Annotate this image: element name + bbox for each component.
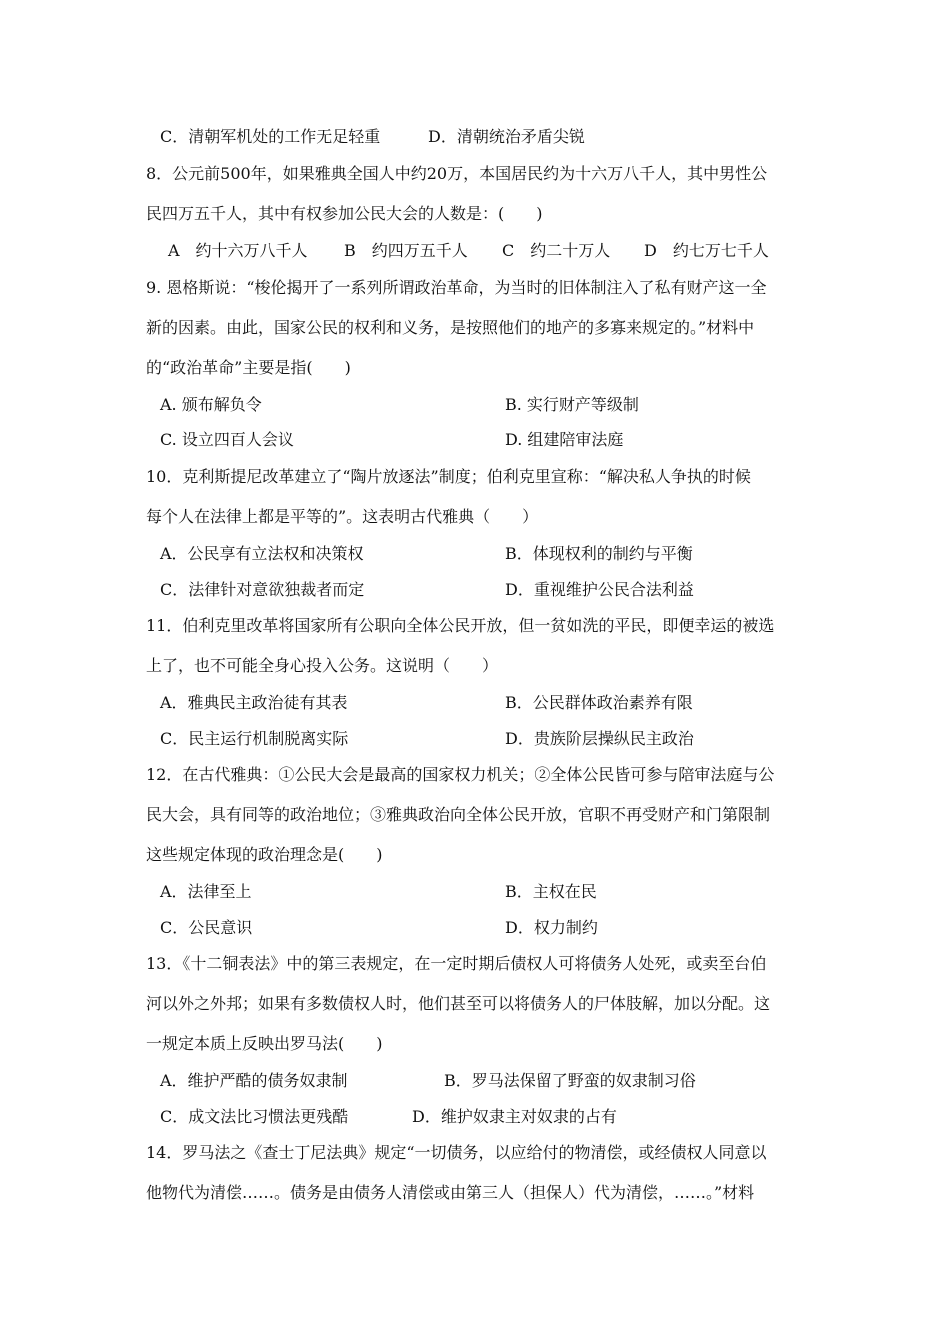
q11-stem-line-1: 11．伯利克里改革将国家所有公职向全体公民开放，但一贫如洗的平民，即便幸运的被选 (146, 616, 775, 635)
q12-option-a: A．法律至上 (160, 882, 252, 901)
q9-stem-line-2: 新的因素。由此，国家公民的权利和义务，是按照他们的地产的多寡来规定的。”材料中 (146, 318, 755, 337)
q8-stem-line-1: 8．公元前500年，如果雅典全国人中约20万，本国居民约为十六万八千人，其中男性公 (146, 164, 768, 183)
q11-stem-line-2: 上了，也不可能全身心投入公务。这说明（ ） (146, 656, 499, 675)
q12-option-c: C．公民意识 (160, 918, 253, 937)
q14-stem-line-1: 14．罗马法之《查士丁尼法典》规定“一切债务，以应给付的物清偿，或经债权人同意以 (146, 1143, 767, 1162)
q9-option-a: A. 颁布解负令 (160, 395, 262, 414)
q10-stem-line-2: 每个人在法律上都是平等的”。这表明古代雅典（ ） (146, 507, 539, 526)
q8-stem-line-2: 民四万五千人，其中有权参加公民大会的人数是：( ) (146, 204, 543, 223)
q14-stem-line-2: 他物代为清偿……。债务是由债务人清偿或由第三人（担保人）代为清偿，……。”材料 (146, 1183, 755, 1202)
q8-option-c: C 约二十万人 (502, 241, 611, 260)
q13-option-c: C．成文法比习惯法更残酷 (160, 1107, 349, 1126)
q11-option-b: B．公民群体政治素养有限 (505, 693, 693, 712)
q11-option-d: D．贵族阶层操纵民主政治 (505, 729, 694, 748)
q8-option-d: D 约七万七千人 (644, 241, 769, 260)
q9-option-b: B. 实行财产等级制 (505, 395, 639, 414)
q12-option-b: B．主权在民 (505, 882, 597, 901)
q10-option-c: C．法律针对意欲独裁者而定 (160, 580, 365, 599)
q12-stem-line-1: 12．在古代雅典：①公民大会是最高的国家权力机关；②全体公民皆可参与陪审法庭与公 (146, 765, 775, 784)
q13-stem-line-3: 一规定本质上反映出罗马法( ) (146, 1034, 383, 1053)
q13-option-a: A．维护严酷的债务奴隶制 (160, 1071, 348, 1090)
q9-stem-line-3: 的“政治革命”主要是指( ) (146, 358, 351, 377)
q13-stem-line-1: 13．《十二铜表法》中的第三表规定，在一定时期后债权人可将债务人处死，或卖至台伯 (146, 954, 767, 973)
q10-option-b: B．体现权利的制约与平衡 (505, 544, 693, 563)
q13-option-b: B．罗马法保留了野蛮的奴隶制习俗 (444, 1071, 696, 1090)
q10-stem-line-1: 10．克利斯提尼改革建立了“陶片放逐法”制度；伯利克里宣称：“解决私人争执的时候 (146, 467, 751, 486)
q12-stem-line-3: 这些规定体现的政治理念是( ) (146, 845, 383, 864)
q11-option-a: A．雅典民主政治徒有其表 (160, 693, 348, 712)
q10-option-d: D．重视维护公民合法利益 (505, 580, 694, 599)
q11-option-c: C．民主运行机制脱离实际 (160, 729, 349, 748)
q8-option-b: B 约四万五千人 (344, 241, 468, 260)
q10-option-a: A．公民享有立法权和决策权 (160, 544, 364, 563)
q12-option-d: D．权力制约 (505, 918, 598, 937)
q13-option-d: D．维护奴隶主对奴隶的占有 (412, 1107, 617, 1126)
q9-option-c: C. 设立四百人会议 (160, 430, 294, 449)
q7-option-c: C．清朝军机处的工作无足轻重 (160, 127, 381, 146)
q13-stem-line-2: 河以外之外邦；如果有多数债权人时，他们甚至可以将债务人的尸体肢解，加以分配。这 (146, 994, 771, 1013)
q8-option-a: A 约十六万八千人 (168, 241, 308, 260)
q9-option-d: D. 组建陪审法庭 (505, 430, 624, 449)
q12-stem-line-2: 民大会，具有同等的政治地位；③雅典政治向全体公民开放，官职不再受财产和门第限制 (146, 805, 771, 824)
q7-option-d: D．清朝统治矛盾尖锐 (428, 127, 585, 146)
q9-stem-line-1: 9. 恩格斯说：“梭伦揭开了一系列所谓政治革命，为当时的旧体制注入了私有财产这一全 (146, 278, 767, 297)
